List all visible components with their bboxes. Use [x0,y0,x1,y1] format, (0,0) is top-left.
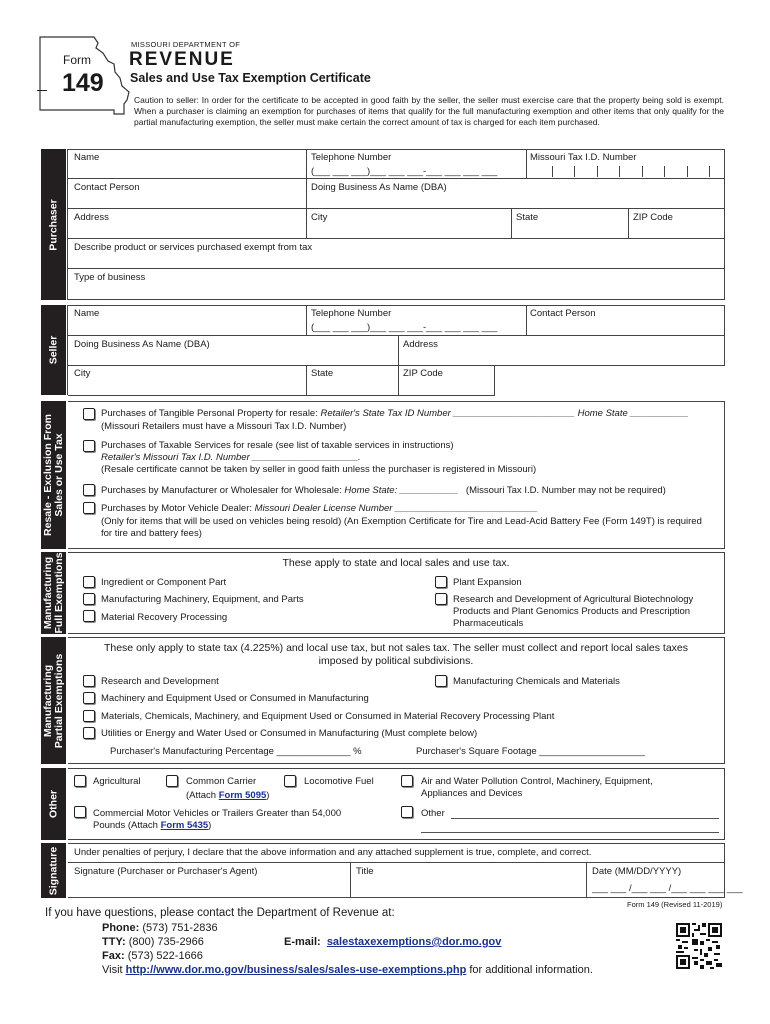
plant-expansion-checkbox[interactable] [435,576,447,588]
mfg-percentage-field[interactable]: Purchaser's Manufacturing Percentage ______________ % [110,746,362,757]
perjury-statement: Under penalties of perjury, I declare that the above information and any attached supplement is true, complete, and correct. [74,847,592,858]
title-label: Title [356,866,374,877]
resale-services-note: (Resale certificate cannot be taken by seller in good faith unless the purchaser is registered in Missouri) [101,464,537,475]
email-link[interactable]: salestaxexemptions@dor.mo.gov [326,936,502,948]
purchaser-phone-label: Telephone Number [311,152,392,163]
seller-name-label: Name [74,308,100,319]
pollution-control-label: Air and Water Pollution Control, Machinery, Equipment, Appliances and Devices [421,776,653,799]
purchaser-state-label: State [516,212,539,223]
resale-tangible-text: Purchases of Tangible Personal Property for resale: Retailer's State Tax ID Number _______________________ Home State ___________ [101,408,689,419]
partial-machinery-checkbox[interactable] [83,692,95,704]
purchaser-tax-id-boxes[interactable] [530,166,710,177]
resale-services-text: Purchases of Taxable Services for resale (see list of taxable services in instructions) [101,440,454,451]
date-mask[interactable]: ___ ___ /___ ___ /___ ___ ___ ___ [592,883,743,894]
seller-state-label: State [311,368,334,379]
resale-wholesale-checkbox[interactable] [83,484,95,496]
material-recovery-label: Material Recovery Processing [101,612,228,623]
resale-dealer-checkbox[interactable] [83,502,95,514]
common-carrier-label: Common Carrier [186,776,257,787]
partial-exemptions-side-tab: Manufacturing Partial Exemptions [41,637,66,764]
purchaser-city-label: City [311,212,328,223]
partial-machinery-label: Machinery and Equipment Used or Consumed in Manufacturing [101,693,369,704]
square-footage-field[interactable]: Purchaser's Square Footage ____________________ [416,746,645,757]
full-exemptions-heading: These apply to state and local sales and use tax. [282,557,510,569]
date-label: Date (MM/DD/YYYY) [592,866,682,877]
form-number-dash [37,90,47,91]
commercial-vehicles-label: Commercial Motor Vehicles or Trailers Greater than 54,000 Pounds (Attach Form 5435) [93,808,342,831]
resale-tangible-checkbox[interactable] [83,408,95,420]
research-development-label: Research and Development [101,676,219,687]
purchaser-type-label: Type of business [74,272,146,283]
form-5095-link[interactable]: Form 5095 [218,790,267,801]
other-side-tab: Other [41,768,66,840]
material-recovery-checkbox[interactable] [83,610,95,622]
purchaser-zip-label: ZIP Code [633,212,673,223]
mfg-machinery-checkbox[interactable] [83,593,95,605]
seller-dba-label: Doing Business As Name (DBA) [74,339,210,350]
purchaser-describe-label: Describe product or services purchased exempt from tax [74,242,313,253]
form-word: Form [63,53,91,67]
purchaser-tax-id-label: Missouri Tax I.D. Number [530,152,637,163]
plant-expansion-label: Plant Expansion [453,577,522,588]
research-development-checkbox[interactable] [83,675,95,687]
signature-side-tab: Signature [41,843,66,898]
resale-services-id: Retailer's Missouri Tax I.D. Number ____________________. [101,452,361,463]
common-carrier-checkbox[interactable] [166,775,178,787]
other-line-1[interactable] [451,818,719,819]
seller-city-label: City [74,368,91,379]
ingredient-checkbox[interactable] [83,576,95,588]
questions-text: If you have questions, please contact the Department of Revenue at: [45,907,395,919]
purchaser-phone-mask[interactable]: (___ ___ ___)___ ___ ___-___ ___ ___ ___ [311,166,498,177]
partial-materials-label: Materials, Chemicals, Machinery, and Equipment Used or Consumed in Material Recovery Processing Plant [101,711,555,722]
common-carrier-attach: (Attach Form 5095) [186,790,270,801]
resale-services-checkbox[interactable] [83,440,95,452]
agricultural-checkbox[interactable] [74,775,86,787]
seller-address-label: Address [403,339,438,350]
locomotive-fuel-label: Locomotive Fuel [304,776,374,787]
seller-side-tab: Seller [41,305,66,395]
other-checkbox[interactable] [401,806,413,818]
seller-phone-label: Telephone Number [311,308,392,319]
visit-website: Visit http://www.dor.mo.gov/business/sales/sales-use-exemptions.php for additional information. [102,964,593,976]
dept-name: MISSOURI DEPARTMENT OF [131,40,241,49]
seller-contact-label: Contact Person [530,308,596,319]
contact-phone: Phone: (573) 751-2836 [102,922,218,934]
purchaser-side-tab: Purchaser [41,149,66,300]
caution-text: Caution to seller: In order for the certificate to be accepted in good faith by the seller, the seller must exercise care that the property being sold is exempt. When a purchaser is claiming an exemption for purchases of items that qualify for the full manufacturing exemption and other items that only qualify for the partial manufacturing exemption, the seller must make certain the correct amount of tax is charged for each item purchased. [134,95,724,127]
resale-side-tab: Resale - Exclusion From Sales or Use Tax [41,401,66,549]
partial-exemptions-heading: These only apply to state tax (4.225%) and local use tax, but not sales tax. The seller must collect and report local sales taxes imposed by political subdivisions. [103,642,689,667]
seller-phone-mask[interactable]: (___ ___ ___)___ ___ ___-___ ___ ___ ___ [311,322,498,333]
form-revision: Form 149 (Revised 11-2019) [627,900,723,909]
signature-label: Signature (Purchaser or Purchaser's Agent) [74,866,258,877]
contact-email: E-mail: salestaxexemptions@dor.mo.gov [284,936,502,948]
other-line-2[interactable] [421,832,719,833]
full-exemptions-side-tab: Manufacturing Full Exemptions [41,552,65,634]
utilities-checkbox[interactable] [83,727,95,739]
purchaser-name-label: Name [74,152,100,163]
mfg-chemicals-label: Manufacturing Chemicals and Materials [453,676,620,687]
form-title: Sales and Use Tax Exemption Certificate [130,71,371,85]
resale-wholesale-text: Purchases by Manufacturer or Wholesaler for Wholesale: Home State: ___________ (Missouri Tax I.D. Number may not be required) [101,485,666,496]
form-number: 149 [62,69,104,97]
mfg-chemicals-checkbox[interactable] [435,675,447,687]
partial-materials-checkbox[interactable] [83,710,95,722]
research-agri-biotech-checkbox[interactable] [435,593,447,605]
contact-fax: Fax: (573) 522-1666 [102,950,203,962]
revenue-logo: REVENUE [129,49,235,70]
form-5435-link[interactable]: Form 5435 [160,820,209,831]
commercial-vehicles-checkbox[interactable] [74,806,86,818]
locomotive-fuel-checkbox[interactable] [284,775,296,787]
seller-zip-label: ZIP Code [403,368,443,379]
utilities-label: Utilities or Energy and Water Used or Consumed in Manufacturing (Must complete below) [101,728,478,739]
ingredient-label: Ingredient or Component Part [101,577,227,588]
resale-dealer-text: Purchases by Motor Vehicle Dealer: Missouri Dealer License Number ___________________________ [101,503,538,514]
purchaser-contact-label: Contact Person [74,182,140,193]
pollution-control-checkbox[interactable] [401,775,413,787]
agricultural-label: Agricultural [93,776,141,787]
mfg-machinery-label: Manufacturing Machinery, Equipment, and Parts [101,594,304,605]
purchaser-dba-label: Doing Business As Name (DBA) [311,182,447,193]
resale-tangible-note: (Missouri Retailers must have a Missouri Tax I.D. Number) [101,421,347,432]
qr-code-icon[interactable] [676,923,722,969]
contact-tty: TTY: (800) 735-2966 [102,936,204,948]
other-label: Other [421,808,445,819]
research-agri-biotech-label: Research and Development of Agricultural Biotechnology Products and Plant Genomics Products and Prescription Pharmaceuticals [453,594,694,629]
purchaser-address-label: Address [74,212,109,223]
resale-dealer-note: (Only for items that will be used on vehicles being resold) (An Exemption Certificate for Tire and Lead-Acid Battery Fee (Form 149T) is required for tire and battery fees) [101,516,702,539]
website-link[interactable]: http://www.dor.mo.gov/business/sales/sales-use-exemptions.php [125,964,467,976]
